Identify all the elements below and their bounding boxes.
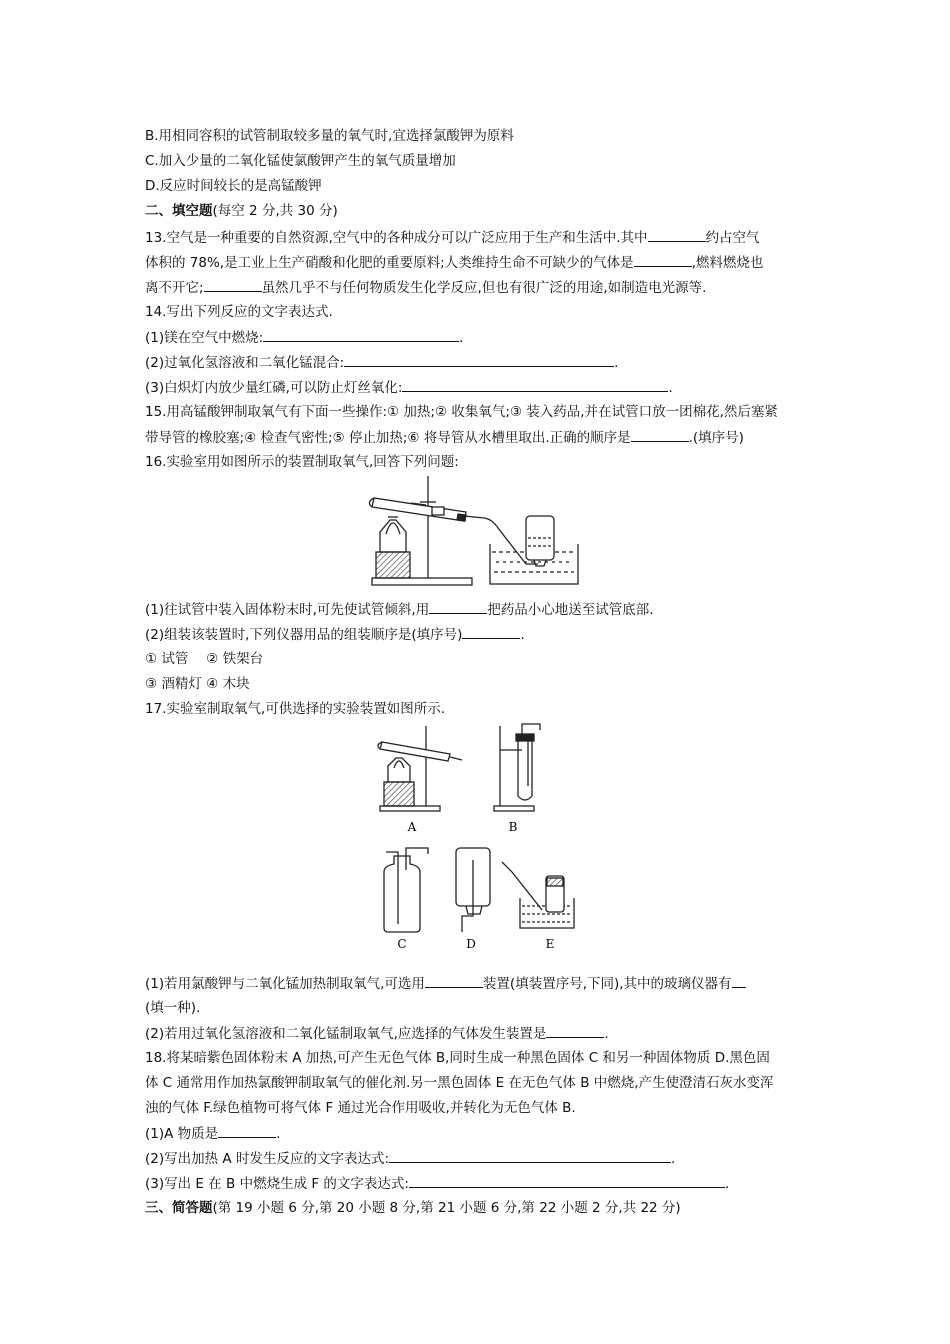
q18-part-2 — [145, 1148, 675, 1169]
q13-text: 离不开它; — [145, 280, 204, 296]
q17-title: 17.实验室制取氧气,可供选择的实验装置如图所示. — [145, 701, 446, 717]
label-e: E — [545, 937, 555, 951]
q15-text: 带导管的橡胶塞;④ 检查气密性;⑤ 停止加热;⑥ 将导管从水槽里取出.正确的顺序是 — [145, 430, 631, 446]
q18-part-3 — [145, 1173, 729, 1194]
q18-blank-3[interactable] — [409, 1173, 725, 1188]
q18-end: . — [671, 1151, 676, 1167]
section-3-note: (第 19 小题 6 分,第 20 小题 8 分,第 21 小题 6 分,第 22 小题 2 分,共 22 分) — [212, 1200, 681, 1216]
q15-blank[interactable] — [631, 427, 689, 442]
q14-p1-text: (1)镁在空气中燃烧: — [145, 330, 264, 346]
q17-blank-1[interactable] — [425, 973, 483, 988]
q13-line-2 — [145, 252, 763, 273]
q18-text: . — [276, 1126, 281, 1142]
section-3-title: 三、简答题 — [145, 1200, 213, 1216]
option-b: B.用相同容积的试管制取较多量的氧气时,宜选择氯酸钾为原料 — [145, 128, 514, 144]
q16-text: (2)组装该装置时,下列仪器用品的组装顺序是(填序号) — [145, 627, 463, 643]
q14-p2-text: (2)过氧化氢溶液和二氧化锰混合: — [145, 355, 345, 371]
q13-text: ,燃料燃烧也 — [691, 255, 764, 271]
q17-apparatus-figure — [370, 720, 580, 955]
q16-text: (1)往试管中装入固体粉末时,可先使试管倾斜,用 — [145, 602, 430, 618]
q13-text: 体积的 78%,是工业上生产硝酸和化肥的重要原料;人类维持生命不可缺少的气体是 — [145, 255, 634, 271]
q18-blank-2[interactable] — [389, 1148, 671, 1163]
alcohol-lamp — [380, 517, 406, 552]
q16-blank-2[interactable] — [462, 624, 520, 639]
apparatus-b — [494, 724, 540, 811]
apparatus-e — [502, 862, 574, 928]
option-c: C.加入少量的二氧化锰使氯酸钾产生的氧气质量增加 — [145, 153, 456, 169]
q14-end: . — [614, 355, 619, 371]
q14-title: 14.写出下列反应的文字表达式. — [145, 304, 333, 320]
q16-blank-1[interactable] — [429, 599, 487, 614]
label-d: D — [466, 937, 476, 951]
q15-line-2 — [145, 427, 744, 448]
q16-part-1 — [145, 599, 654, 620]
section-2-title: 二、填空题 — [145, 203, 213, 219]
q15-text: .(填序号) — [688, 430, 744, 446]
q14-blank-3[interactable] — [402, 377, 668, 392]
q14-blank-1[interactable] — [263, 327, 459, 342]
q17-part-1 — [145, 973, 746, 994]
q14-end: . — [459, 330, 464, 346]
q17-blank-3[interactable] — [546, 1023, 604, 1038]
q13-text: 13.空气是一种重要的自然资源,空气中的各种成分可以广泛应用于生产和生活中.其中 — [145, 230, 648, 246]
q18-text: (3)写出 E 在 B 中燃烧生成 F 的文字表达式: — [145, 1176, 409, 1192]
wood-block — [376, 552, 410, 578]
test-tube — [369, 498, 466, 521]
q18-line-3: 浊的气体 F.绿色植物可将气体 F 通过光合作用吸收,并转化为无色气体 B. — [145, 1100, 576, 1116]
q16-text: 把药品小心地送至试管底部. — [487, 602, 654, 618]
q13-blank-2[interactable] — [634, 252, 692, 267]
apparatus-a — [378, 726, 462, 811]
q17-blank-2[interactable] — [732, 973, 746, 988]
section-3-heading — [145, 1198, 681, 1218]
gas-collection-bottle — [526, 516, 554, 566]
q17-text: (2)若用过氧化氢溶液和二氧化锰制取氧气,应选择的气体发生装置是 — [145, 1026, 547, 1042]
q14-part-2 — [145, 352, 618, 373]
q17-part-1-cont: (填一种). — [145, 1000, 201, 1016]
q14-end: . — [668, 380, 673, 396]
q14-part-3 — [145, 377, 673, 398]
q16-title: 16.实验室用如图所示的装置制取氧气,回答下列问题: — [145, 454, 459, 470]
q16-apparatus-figure — [366, 472, 586, 592]
q13-text: 约占空气 — [705, 230, 760, 246]
q18-text: (2)写出加热 A 时发生反应的文字表达式: — [145, 1151, 389, 1167]
q18-line-1: 18.将某暗紫色固体粉末 A 加热,可产生无色气体 B,同时生成一种黑色固体 C 和另一种固体物质 D.黑色固 — [145, 1050, 770, 1066]
q13-text: 虽然几乎不与任何物质发生化学反应,但也有很广泛的用途,如制造电光源等. — [261, 280, 707, 296]
label-b: B — [508, 820, 518, 834]
apparatus-c — [384, 848, 428, 932]
q14-blank-2[interactable] — [344, 352, 614, 367]
q17-text: . — [604, 1026, 609, 1042]
q13-blank-3[interactable] — [204, 277, 262, 292]
label-c: C — [397, 937, 407, 951]
apparatus-d — [456, 848, 490, 932]
section-2-note: (每空 2 分,共 30 分) — [212, 203, 338, 219]
q16-part-2 — [145, 624, 525, 645]
q13-line-1 — [145, 227, 760, 248]
option-d: D.反应时间较长的是高锰酸钾 — [145, 178, 322, 194]
q18-end: . — [724, 1176, 730, 1192]
q14-part-1 — [145, 327, 463, 348]
label-a: A — [407, 820, 417, 834]
stand-base — [372, 578, 472, 585]
q17-text: (1)若用氯酸钾与二氧化锰加热制取氧气,可选用 — [145, 976, 425, 992]
q18-text: (1)A 物质是 — [145, 1126, 219, 1142]
q18-blank-1[interactable] — [218, 1123, 276, 1138]
section-2-heading — [145, 201, 338, 221]
q13-line-3 — [145, 277, 706, 298]
q17-text: 装置(填装置序号,下同),其中的玻璃仪器有 — [482, 976, 732, 992]
q16-text: . — [520, 627, 525, 643]
q14-p3-text: (3)白炽灯内放少量红磷,可以防止灯丝氧化: — [145, 380, 403, 396]
q15-line-1: 15.用高锰酸钾制取氧气有下面一些操作:① 加热;② 收集氧气;③ 装入药品,并在试管口放一团棉花,然后塞紧 — [145, 404, 778, 420]
q18-part-1 — [145, 1123, 280, 1144]
q18-line-2: 体 C 通常用作加热氯酸钾制取氧气的催化剂.另一黑色固体 E 在无色气体 B 中燃烧,产生使澄清石灰水变浑 — [145, 1075, 774, 1091]
q16-options-row-1: ① 试管 ② 铁架台 — [145, 651, 264, 667]
q17-part-2 — [145, 1023, 609, 1044]
q13-blank-1[interactable] — [648, 227, 706, 242]
q16-options-row-2: ③ 酒精灯 ④ 木块 — [145, 676, 250, 692]
